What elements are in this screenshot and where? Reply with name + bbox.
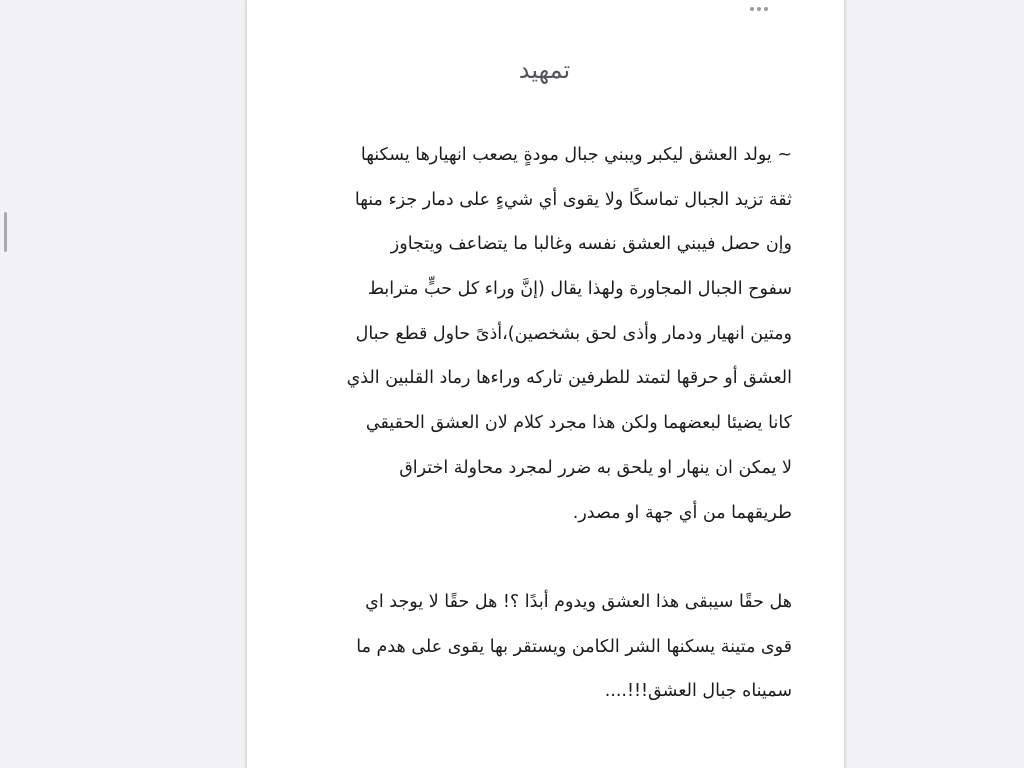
more-options-icon[interactable] <box>747 4 771 14</box>
text-line: العشق أو حرقها لتمتد للطرفين تاركه وراءها رماد القلبين الذي <box>346 368 792 389</box>
dot <box>757 7 761 11</box>
text-line: طريقهما من أي جهة او مصدر. <box>572 502 792 523</box>
chapter-body <box>290 133 792 714</box>
dot <box>750 7 754 11</box>
text-line: ثقة تزيد الجبال تماسكًا ولا يقوى أي شيءٍ على دمار جزء منها <box>354 189 792 210</box>
paragraph-1 <box>290 133 792 535</box>
text-line: كانا يضيئا لبعضهما ولكن هذا مجرد كلام لان العشق الحقيقي <box>365 413 792 434</box>
paragraph-spacer <box>290 535 792 580</box>
text-line: ~ يولد العشق ليكبر ويبني جبال مودةٍ يصعب انهيارها يسكنها <box>360 145 792 165</box>
text-line: هل حقًا سيبقى هذا العشق ويدوم أبدًا ؟! هل حقًا لا يوجد اي <box>365 591 792 612</box>
dot <box>764 7 768 11</box>
side-scroll-indicator[interactable] <box>4 212 7 252</box>
text-line: قوى متينة يسكنها الشر الكامن ويستقر بها يقوى على هدم ما <box>356 636 792 657</box>
paragraph-2 <box>290 580 792 714</box>
text-line: ومتين انهيار ودمار وأذى لحق بشخصين)،أذىً حاول قطع حبال <box>355 323 792 344</box>
text-line: وإن حصل فيبني العشق نفسه وغالبا ما يتضاعف ويتجاوز <box>390 234 792 255</box>
text-line: سفوح الجبال المجاورة ولهذا يقال (إنَّ وراء كل حبٍّ مترابط <box>367 279 792 300</box>
text-line: سميناه جبال العشق!!!.... <box>604 681 792 702</box>
text-line: لا يمكن ان ينهار او يلحق به ضرر لمجرد محاولة اختراق <box>399 457 792 478</box>
chapter-title: تمهيد <box>518 56 571 84</box>
